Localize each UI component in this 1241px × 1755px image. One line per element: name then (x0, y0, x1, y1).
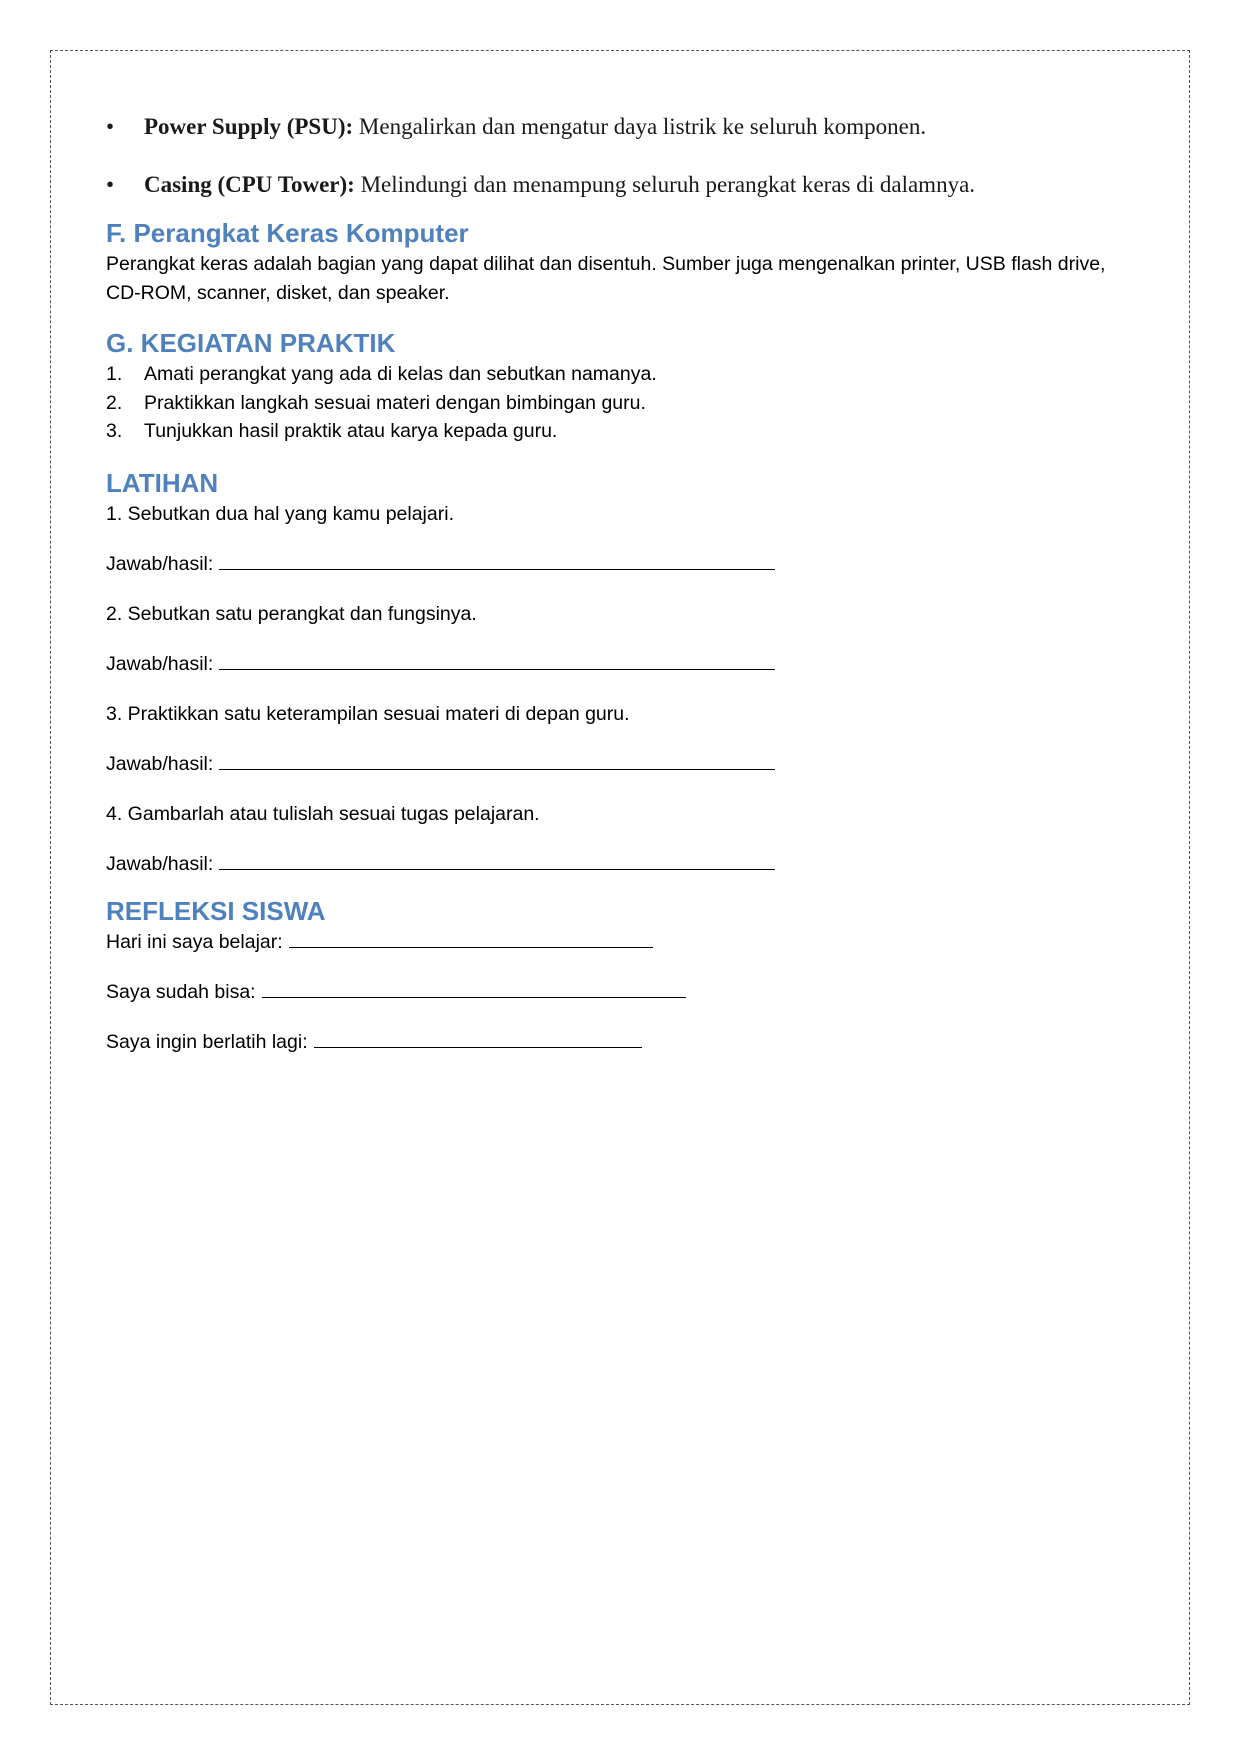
refleksi-heading: REFLEKSI SISWA (106, 895, 326, 926)
practice-item (106, 360, 1146, 389)
practice-item-number: 3. (106, 420, 123, 442)
reflection-line (106, 978, 1146, 1006)
answer-blank[interactable] (219, 651, 775, 670)
answer-blank[interactable] (219, 551, 775, 570)
latihan-heading: LATIHAN (106, 467, 219, 498)
practice-item-text: Tunjukkan hasil praktik atau karya kepada guru. (144, 420, 558, 442)
document-content (106, 110, 1146, 1056)
bullet-item-casing (106, 168, 1146, 202)
practice-list (106, 360, 1146, 446)
latihan-question: 2. Sebutkan satu perangkat dan fungsinya. (106, 602, 477, 625)
bullet-icon: • (106, 172, 115, 197)
component-bullet-list (106, 110, 1146, 202)
latihan-question: 1. Sebutkan dua hal yang kamu pelajari. (106, 502, 454, 525)
practice-item-text: Amati perangkat yang ada di kelas dan sebutkan namanya. (144, 363, 657, 385)
reflection-line (106, 928, 1146, 956)
answer-label: Jawab/hasil: (106, 752, 214, 775)
latihan-question: 4. Gambarlah atau tulislah sesuai tugas pelajaran. (106, 802, 540, 825)
bullet-term: Casing (CPU Tower): (144, 172, 355, 197)
bullet-icon: • (106, 114, 115, 139)
reflection-blank[interactable] (262, 979, 686, 998)
latihan-question: 3. Praktikkan satu keterampilan sesuai materi di depan guru. (106, 702, 630, 725)
answer-line (106, 850, 1146, 878)
reflection-prompt: Saya sudah bisa: (106, 980, 256, 1003)
section-g-heading: G. KEGIATAN PRAKTIK (106, 328, 396, 358)
bullet-desc: Mengalirkan dan mengatur daya listrik ke seluruh komponen. (353, 114, 927, 139)
answer-label: Jawab/hasil: (106, 652, 214, 675)
answer-blank[interactable] (219, 851, 775, 870)
section-f-text: Perangkat keras adalah bagian yang dapat dilihat dan disentuh. Sumber juga mengenalkan printer, USB flash drive, CD-ROM, scanner, disket, dan speaker. (106, 253, 1106, 304)
answer-label: Jawab/hasil: (106, 552, 214, 575)
practice-item-number: 1. (106, 363, 123, 385)
answer-label: Jawab/hasil: (106, 852, 214, 875)
reflection-prompt: Saya ingin berlatih lagi: (106, 1030, 308, 1053)
reflection-blank[interactable] (289, 929, 653, 948)
answer-blank[interactable] (219, 751, 775, 770)
practice-item (106, 389, 1146, 418)
answer-line (106, 750, 1146, 778)
section-f-heading: F. Perangkat Keras Komputer (106, 218, 469, 248)
bullet-item-psu (106, 110, 1146, 144)
practice-item (106, 417, 1146, 446)
bullet-term: Power Supply (PSU): (144, 114, 354, 139)
answer-line (106, 550, 1146, 578)
reflection-blank[interactable] (314, 1029, 642, 1048)
bullet-desc: Melindungi dan menampung seluruh perangkat keras di dalamnya. (354, 172, 976, 197)
practice-item-number: 2. (106, 391, 123, 414)
reflection-prompt: Hari ini saya belajar: (106, 930, 283, 953)
practice-item-text: Praktikkan langkah sesuai materi dengan bimbingan guru. (144, 391, 646, 414)
reflection-line (106, 1028, 1146, 1056)
answer-line (106, 650, 1146, 678)
